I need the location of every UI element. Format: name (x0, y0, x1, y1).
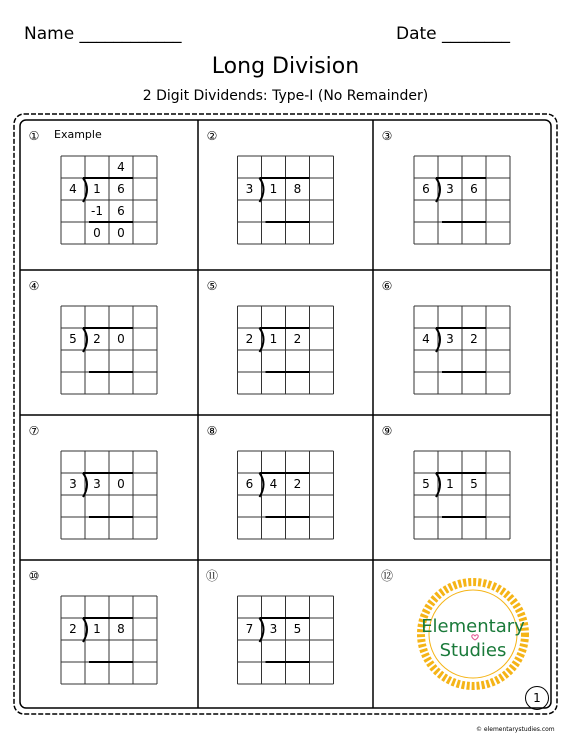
dividend-digit: 4 (269, 477, 278, 491)
divisor: 2 (69, 622, 77, 636)
dividend-digit: 5 (470, 477, 478, 491)
problem-number: ② (206, 129, 218, 143)
problem-number: ⑩ (28, 569, 40, 583)
dividend-digit: 3 (93, 477, 101, 491)
dividend-digit: 1 (269, 182, 278, 196)
dividend-digit: 0 (117, 477, 125, 491)
elementary-studies-logo (417, 578, 529, 694)
divisor: 4 (422, 332, 430, 346)
dividend-digit: 3 (269, 622, 278, 636)
name-field-label: Name ____________ (24, 24, 182, 44)
dividend-digit: 5 (293, 622, 302, 636)
divisor: 6 (245, 477, 254, 491)
dividend-digit: 6 (117, 182, 125, 196)
dividend-digit: 3 (446, 332, 454, 346)
divisor: 7 (245, 622, 254, 636)
dividend-digit: 1 (93, 182, 101, 196)
divisor: 3 (245, 182, 254, 196)
divisor: 5 (422, 477, 430, 491)
dividend-digit: 0 (117, 332, 125, 346)
logo-line2: Studies (439, 640, 507, 661)
dividend-digit: 1 (446, 477, 454, 491)
divisor: 6 (422, 182, 430, 196)
dividend-digit: 2 (93, 332, 101, 346)
footer-url: © elementarystudies.com (476, 726, 555, 733)
dividend-digit: 1 (269, 332, 278, 346)
quotient-digit: 4 (117, 160, 125, 174)
dividend-digit: 3 (446, 182, 454, 196)
dividend-digit: 6 (470, 182, 478, 196)
page-number-badge: 1 (525, 686, 549, 710)
dividend-digit: 8 (117, 622, 125, 636)
problem-number: ⑪ (205, 569, 219, 583)
dividend-digit: 1 (93, 622, 101, 636)
problem-number: ① (28, 129, 40, 143)
dividend-digit: 2 (293, 477, 302, 491)
dividend-digit: 2 (470, 332, 478, 346)
divisor: 5 (69, 332, 77, 346)
problem-number: ⑥ (381, 279, 393, 293)
divisor: 4 (69, 182, 77, 196)
divisor: 3 (69, 477, 77, 491)
date-field-label: Date ________ (396, 24, 511, 44)
page-subtitle: 2 Digit Dividends: Type-I (No Remainder) (142, 88, 429, 104)
page-title: Long Division (211, 54, 360, 79)
problem-number: ⑫ (380, 569, 394, 583)
divisor: 2 (245, 332, 254, 346)
example-label: Example (54, 128, 102, 141)
problem-number: ④ (28, 279, 40, 293)
dividend-digit: 8 (293, 182, 302, 196)
work-digit: 6 (117, 204, 125, 218)
dividend-digit: 2 (293, 332, 302, 346)
work-digit: -1 (91, 204, 103, 218)
problem-number: ⑨ (381, 424, 393, 438)
problem-number: ⑤ (206, 279, 218, 293)
problem-number: ⑧ (206, 424, 218, 438)
problem-number: ③ (381, 129, 393, 143)
result-digit: 0 (117, 226, 125, 240)
logo-line1: Elementary (421, 616, 525, 637)
result-digit: 0 (93, 226, 101, 240)
problem-number: ⑦ (28, 424, 40, 438)
